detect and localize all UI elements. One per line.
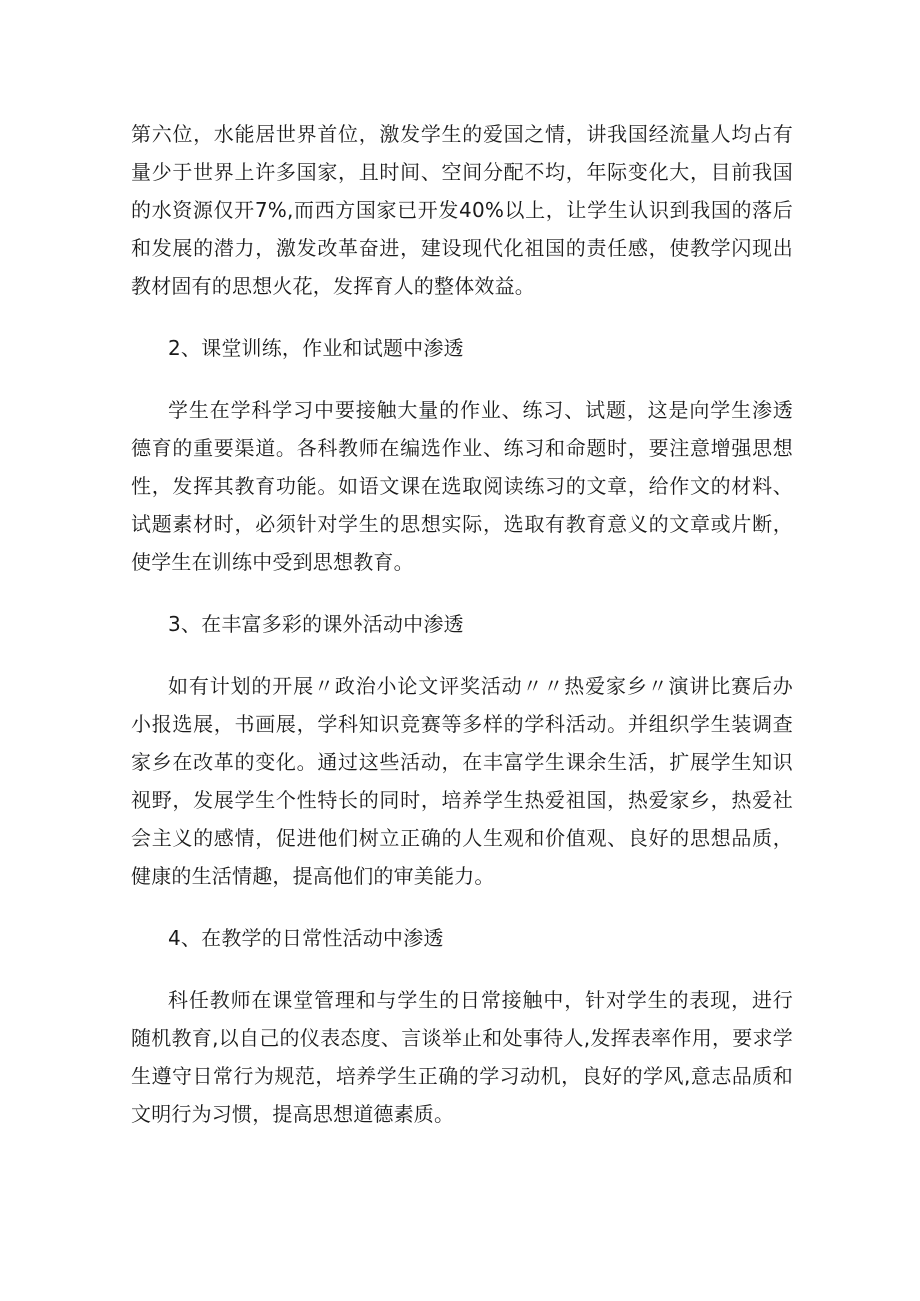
paragraph-continuation: 第六位，水能居世界首位，激发学生的爱国之情，讲我国经流量人均占有量少于世界上许多国家，且时间、空间分配不均，年际变化大，目前我国的水资源仅开7%,而西方国家已开发40%以上，让学生认识到我国的落后和发展的潜力，激发改革奋进，建设现代化祖国的责任感，使教学闪现出教材固有的思想火花，发挥育人的整体效益。	[131, 122, 793, 298]
paragraph-daily-activities: 科任教师在课堂管理和与学生的日常接触中，针对学生的表现，进行随机教育,以自己的仪表态度、言谈举止和处事待人,发挥表率作用，要求学生遵守日常行为规范，培养学生正确的学习动机，良好的学风,意志品质和文明行为习惯，提高思想道德素质。	[131, 988, 793, 1126]
section-heading-4: 4、在教学的日常性活动中渗透	[168, 926, 444, 950]
paragraph-classroom-training: 学生在学科学习中要接触大量的作业、练习、试题，这是向学生渗透德育的重要渠道。各科教师在编选作业、练习和命题时，要注意增强思想性，发挥其教育功能。如语文课在选取阅读练习的文章，给作文的材料、试题素材时，必须针对学生的思想实际，选取有教育意义的文章或片断，使学生在训练中受到思想教育。	[131, 398, 793, 574]
paragraph-extracurricular: 如有计划的开展〃政治小论文评奖活动〃〃热爱家乡〃演讲比赛后办小报选展，书画展，学科知识竞赛等多样的学科活动。并组织学生装调查家乡在改革的变化。通过这些活动，在丰富学生课余生活，扩展学生知识视野，发展学生个性特长的同时，培养学生热爱祖国，热爱家乡，热爱社会主义的感情，促进他们树立正确的人生观和价值观、良好的思想品质，健康的生活情趣，提高他们的审美能力。	[131, 674, 793, 888]
section-heading-3: 3、在丰富多彩的课外活动中渗透	[168, 612, 464, 636]
document-body	[131, 115, 793, 1157]
section-heading-2: 2、课堂训练，作业和试题中渗透	[168, 336, 464, 360]
